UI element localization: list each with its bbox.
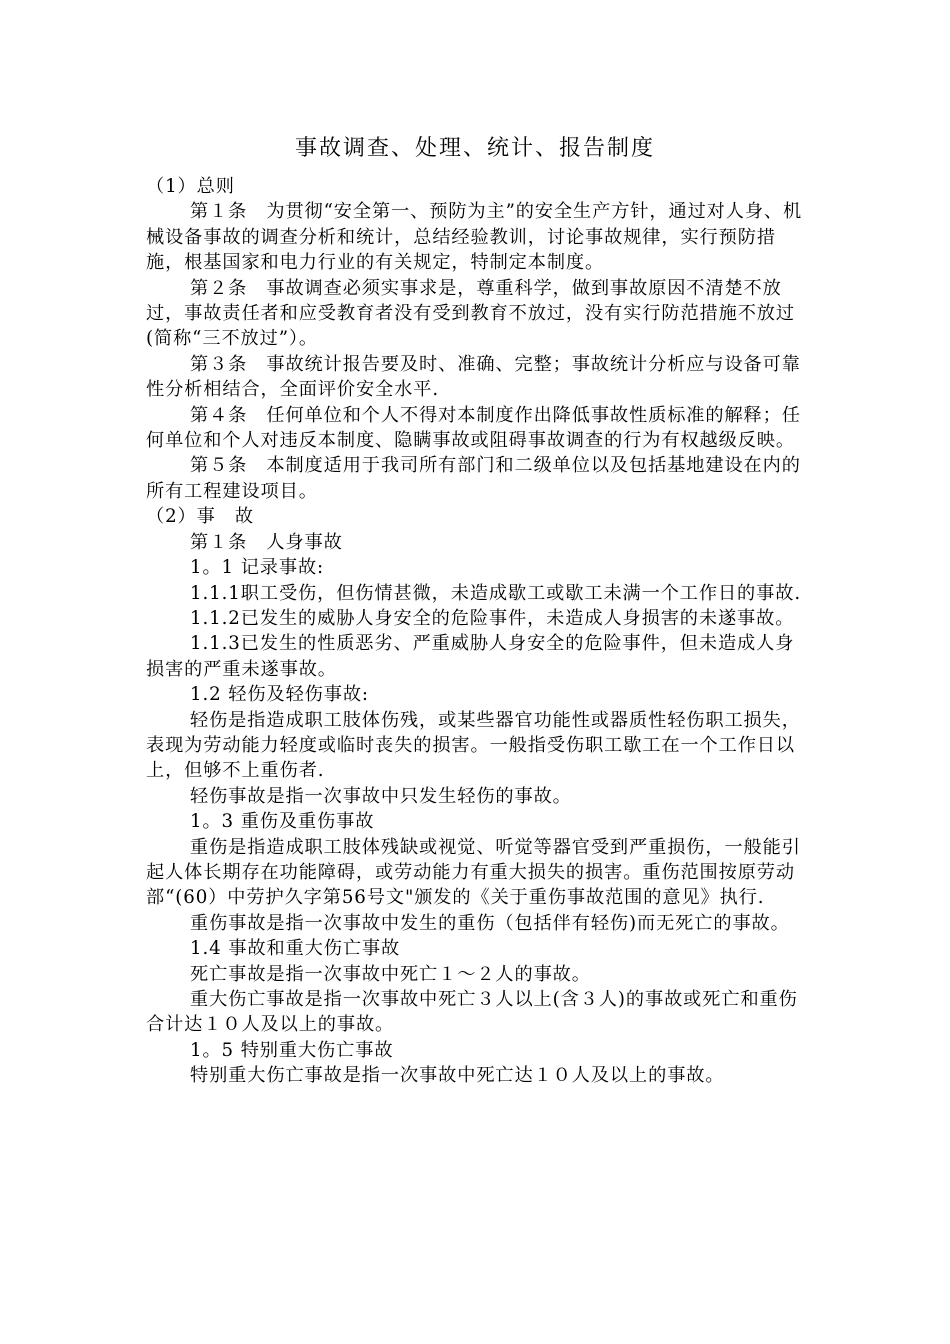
subsection-1-2-heading: 1.2 轻伤及轻伤事故: <box>190 684 369 706</box>
section-heading-general: （1）总则 <box>146 176 235 197</box>
article-3-paragraph: 第３条 事故统计报告要及时、准确、完整；事故统计分析应与设备可靠性分析相结合，全面评价安全水平. <box>146 353 801 401</box>
article-1-paragraph: 第１条 为贯彻“安全第一、预防为主”的安全生产方针，通过对人身、机械设备事故的调查分析和统计，总结经验教训，讨论事故规律，实行预防措施，根基国家和电力行业的有关规定，特制定本制度。 <box>146 201 803 274</box>
serious-injury-accident-paragraph: 重伤事故是指一次事故中发生的重伤（包括伴有轻伤)而无死亡的事故。 <box>190 912 790 934</box>
article-2-paragraph: 第２条 事故调查必须实事求是，尊重科学，做到事故原因不清楚不放过，事故责任者和应受教育者没有受到教育不放过，没有实行防范措施不放过(简称“三不放过”）。 <box>146 277 795 350</box>
article-5-paragraph: 第５条 本制度适用于我司所有部门和二级单位以及包括基地建设在内的所有工程建设项目。 <box>146 455 801 502</box>
extra-major-casualty-paragraph: 特别重大伤亡事故是指一次事故中死亡达１０人及以上的事故。 <box>190 1065 725 1087</box>
subsection-1-4-heading: 1.4 事故和重大伤亡事故 <box>190 938 401 960</box>
serious-injury-definition-paragraph: 重伤是指造成职工肢体残缺或视觉、听觉等器官受到严重损伤，一般能引起人体长期存在功能障碍，或劳动能力有重大损失的损害。重伤范围按原劳动部“(60）中劳护久字第56号文"颁发的《关于重伤事故范围的意见》执行. <box>146 836 801 909</box>
minor-injury-accident-paragraph: 轻伤事故是指一次事故中只发生轻伤的事故。 <box>190 785 572 807</box>
article-4-paragraph: 第４条 任何单位和个人不得对本制度作出降低事故性质标准的解释；任何单位和个人对违反本制度、隐瞒事故或阻碍事故调查的行为有权越级反映。 <box>146 404 801 452</box>
subsection-1-5-heading: 1。5 特别重大伤亡事故 <box>190 1039 394 1061</box>
article-personal-accident-heading: 第１条 人身事故 <box>190 531 343 553</box>
item-1-1-2-paragraph: 1.1.2已发生的威胁人身安全的危险事件，未造成人身损害的未遂事故。 <box>190 607 795 629</box>
item-1-1-3-paragraph: 1.1.3已发生的性质恶劣、严重威胁人身安全的危险事件，但未造成人身损害的严重未遂事故。 <box>146 633 795 680</box>
fatal-accident-paragraph: 死亡事故是指一次事故中死亡１～２人的事故。 <box>190 963 591 985</box>
subsection-1-3-heading: 1。3 重伤及重伤事故 <box>190 811 375 833</box>
document-body <box>146 174 806 1089</box>
section-heading-accidents: （2）事 故 <box>146 506 254 528</box>
minor-injury-definition-paragraph: 轻伤是指造成职工肢体伤残，或某些器官功能性或器质性轻伤职工损失，表现为劳动能力轻度或临时丧失的损害。一般指受伤职工歇工在一个工作日以上，但够不上重伤者. <box>146 709 801 782</box>
subsection-1-1-heading: 1。1 记录事故: <box>190 557 325 579</box>
page-title: 事故调查、处理、统计、报告制度 <box>294 136 655 161</box>
major-casualty-accident-paragraph: 重大伤亡事故是指一次事故中死亡３人以上(含３人)的事故或死亡和重伤合计达１０人及以上的事故。 <box>146 989 798 1036</box>
item-1-1-1-paragraph: 1.1.1职工受伤，但伤情甚微，未造成歇工或歇工未满一个工作日的事故. <box>190 582 801 604</box>
